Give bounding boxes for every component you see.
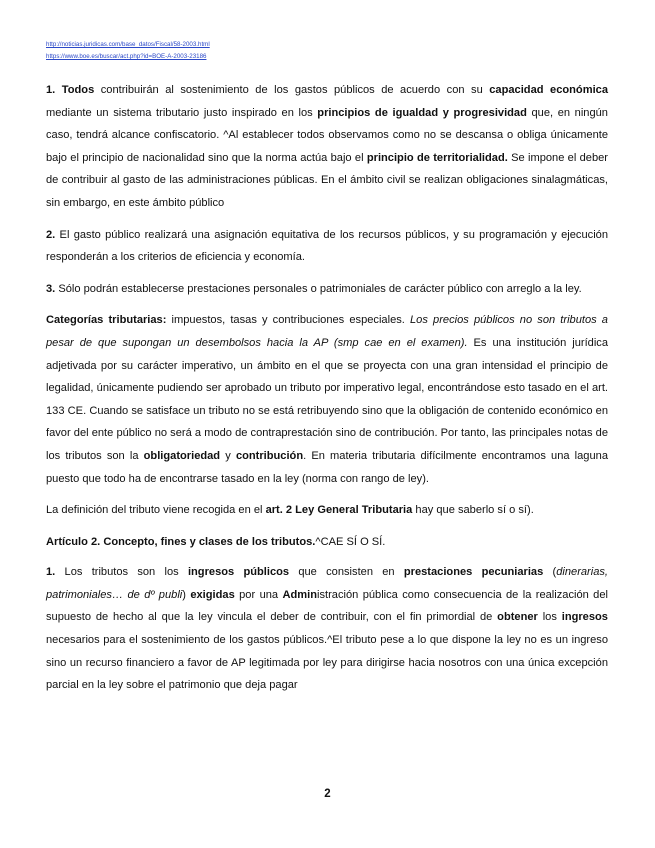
- paragraph-article-2-1: [46, 561, 608, 697]
- italic-note: dinerarias, patrimoniales… de dº publi: [46, 566, 609, 601]
- paragraph-article-31-3: [46, 278, 608, 301]
- bold-term: principios de igualdad y progresividad: [317, 106, 527, 119]
- text-run: La definición del tributo viene recogida en el: [46, 504, 266, 517]
- text-run: contribuirán al sostenimiento de los gastos públicos de acuerdo con su: [94, 84, 490, 96]
- bold-term: capacidad económica: [489, 84, 608, 96]
- text-run: necesarios para el sostenimiento de los gastos públicos.^El tributo pese a lo que dispone la ley no es un ingreso sino un recurso financiero a favor de AP legitimada por ley para dirigirse hacia nosotros con una única excepción parcial en la ley sobre el patrimonio que deja pagar: [46, 634, 608, 692]
- bold-term: ingresos: [561, 611, 608, 624]
- bold-term: Admin: [282, 588, 317, 601]
- bold-term: contribución: [235, 449, 304, 462]
- bold-term: principio de territorialidad.: [366, 151, 508, 164]
- text-run: Los tributos son los: [55, 566, 188, 579]
- text-run: hay que saberlo sí o sí).: [412, 504, 534, 517]
- text-run: por una: [234, 588, 283, 601]
- text-run: mediante un sistema tributario justo inspirado en los: [46, 106, 318, 119]
- bold-term: art. 2 Ley General Tributaria: [265, 504, 413, 517]
- text-run: los: [537, 611, 562, 624]
- paragraph-number: 2.: [46, 228, 56, 241]
- bold-term: ingresos públicos: [187, 566, 290, 579]
- source-link-boe[interactable]: https://www.boe.es/buscar/act.php?id=BOE-A-2003-23186: [46, 53, 207, 60]
- bold-term: Categorías tributarias:: [46, 314, 167, 327]
- bold-term: obligatoriedad: [143, 449, 221, 462]
- paragraph-article-31-1: [46, 79, 608, 215]
- paragraph-number: 3.: [46, 282, 56, 295]
- text-run: ): [182, 588, 191, 601]
- text-run: Se impone el deber de contribuir al gasto de las administraciones públicas. En el ámbito civil se realizan obligaciones sinalagmáticas, sin embargo, en este ámbito público: [46, 151, 608, 209]
- document-body: [46, 79, 608, 706]
- text-run: Es una institución jurídica adjetivada por su carácter imperativo, un ámbito en el que se proyecta con una gran intensidad el principio de legalidad, únicamente pudiendo ser aprobado un tributo por imperativo legal, encontrándose esto tasado en el art. 133 CE. Cuando se satisface un tributo no se está retribuyendo sino que la obligación de contenido económico en favor del ente público no será a modo de contraprestación sino de contribución. Por tanto, las principales notas de los tributos son la: [46, 336, 608, 462]
- bold-term: Todos: [61, 84, 95, 96]
- heading-note: ^CAE SÍ O SÍ.: [315, 535, 386, 548]
- text-run: istración pública como consecuencia de la realización del supuesto de hecho al que la ley vincula el deber de contribuir, con el fin primordial de: [46, 588, 608, 624]
- paragraph-categorias-tributarias: [46, 309, 608, 490]
- bold-term: exigidas: [190, 588, 235, 601]
- page-number: 2: [324, 788, 331, 800]
- bold-term: obtener: [497, 611, 538, 624]
- text-run: (: [543, 566, 557, 579]
- paragraph-number: 1.: [46, 566, 56, 579]
- bold-term: prestaciones pecuniarias: [403, 566, 544, 579]
- heading-text: Artículo 2. Concepto, fines y clases de los tributos.: [46, 535, 316, 548]
- header-links: [46, 39, 210, 63]
- text-run: Sólo podrán establecerse prestaciones personales o patrimoniales de carácter público con arreglo a la ley.: [55, 282, 582, 295]
- text-run: que consisten en: [289, 566, 404, 579]
- paragraph-definicion-tributo: [46, 499, 608, 522]
- text-run: . En materia tributaria difícilmente encontramos una laguna puesto que todo ha de encontrarse tasado en la ley (norma con rango de ley).: [46, 449, 608, 485]
- text-run: El gasto público realizará una asignación equitativa de los recursos públicos, y su programación y ejecución responderán a los criterios de eficiencia y economía.: [46, 228, 608, 264]
- text-run: impuestos, tasas y contribuciones especiales.: [166, 314, 411, 327]
- source-link-noticias-juridicas[interactable]: http://noticias.juridicas.com/base_datos/Fiscal/58-2003.html: [46, 41, 210, 48]
- article-2-heading: [46, 531, 608, 554]
- paragraph-article-31-2: [46, 224, 608, 269]
- paragraph-number: 1.: [46, 84, 56, 96]
- italic-note: Los precios públicos no son tributos a pesar de que supongan un desembolsos hacia la AP (smp cae en el examen).: [46, 314, 608, 349]
- text-run: y: [220, 449, 236, 462]
- text-run: que, en ningún caso, tendrá alcance confiscatorio. ^Al establecer todos observamos como no se descansa o obliga únicamente bajo el principio de nacionalidad sino que la norma actúa bajo el: [46, 106, 608, 164]
